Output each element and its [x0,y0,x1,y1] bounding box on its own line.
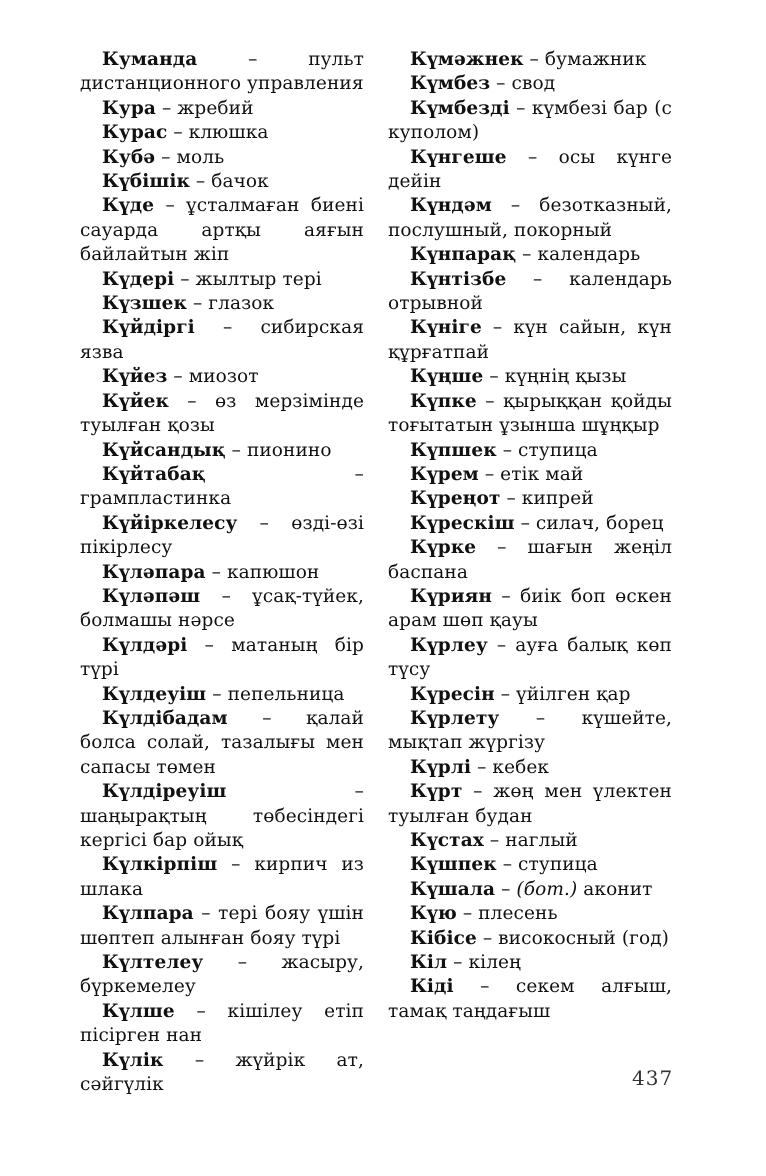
entry-definition: – ступица [496,439,598,461]
entry-definition: – биік боп өскен арам шөп қауы [388,585,672,632]
entry-definition: – миозот [167,366,259,388]
entry-headword: Күлдіреуіш [102,781,227,803]
entry-headword: Күю [410,903,457,925]
dictionary-entry [388,634,672,683]
dictionary-entry [80,194,364,267]
dictionary-entry [388,975,672,1024]
entry-definition: – грампластинка [80,463,364,510]
page-number: 437 [632,1066,674,1090]
entry-headword: Күйдіргі [102,317,195,339]
dictionary-entry [388,48,672,72]
entry-headword: Кібісе [410,927,477,949]
entry-headword: Күстах [410,830,484,851]
entry-definition: – кішілеу етіп пісірген нан [80,1000,364,1047]
entry-definition: – наглый [483,830,578,851]
entry-headword: Күнгеше [410,146,507,168]
entry-headword: Кіді [410,976,454,998]
dictionary-entry [388,756,672,780]
entry-definition: – шаңырақтың төбесіндегі кергісі бар ойық [80,781,364,851]
dictionary-entry [80,365,364,389]
dictionary-entry [80,512,364,561]
right-column [388,48,672,1024]
entry-definition: – жасыру, бүркемелеу [80,952,364,998]
dictionary-entry [80,268,364,292]
entry-headword: Күлкірпіш [102,854,218,876]
dictionary-entry [80,853,364,902]
dictionary-entry [388,365,672,389]
entry-headword: Кубә [102,146,156,168]
dictionary-entry [80,561,364,585]
entry-headword: Күрем [410,463,479,485]
entry-definition: – үйілген қар [494,683,631,705]
entry-definition: – кирпич из шлака [80,854,364,900]
dictionary-entry [388,829,672,853]
entry-definition: – ұсталмаған биені сауарда артқы аяғын байлайтын жіп [80,195,364,266]
dictionary-entry [388,683,672,707]
entry-definition: – тері бояу үшін шөптеп алынған бояу түрі [80,903,364,949]
entry-headword: Курас [102,122,168,144]
dictionary-entry [80,316,364,365]
dictionary-entry: Күшала – (бот.) аконит [410,878,653,900]
dictionary-entry [80,390,364,439]
entry-definition: – өзді-өзі пікірлесу [80,512,364,559]
entry-headword: Күрлету [410,707,500,729]
dictionary-entry [80,585,364,634]
entry-definition: – кебек [471,756,550,778]
entry-headword: Күндәм [410,195,492,217]
entry-definition: – күн сайын, күн құрғатпай [388,317,672,363]
entry-headword: Күмәжнек [410,49,524,70]
entry-definition: – глазок [187,293,275,315]
dictionary-entry [80,97,364,121]
entry-definition: – жребий [156,97,254,119]
dictionary-entry [80,439,364,463]
dictionary-entry [388,268,672,317]
dictionary-entry [80,48,364,97]
entry-headword: Күпке [410,390,477,412]
entry-headword: Күрке [410,537,477,559]
entry-definition: – күмбезі бар (с куполом) [388,97,672,144]
entry-headword: Күйек [102,390,169,412]
entry-headword: Куманда [102,49,198,70]
dictionary-entry [388,536,672,585]
dictionary-entry [388,72,672,96]
entry-definition: – силач, борец [514,512,664,534]
entry-headword: Күңше [410,366,484,388]
entry-definition: – пепельница [206,683,345,705]
entry-headword: Күлдібадам [102,707,228,729]
entry-headword: Күреңот [410,488,501,510]
entry-definition: – календарь отрывной [388,268,672,315]
entry-headword: Күлтелеу [102,952,204,974]
entry-definition: – күңнің қызы [483,366,627,388]
dictionary-entry [388,97,672,146]
dictionary-entry [80,780,364,853]
entry-definition: – жылтыр тері [174,268,322,290]
entry-headword: Күрлі [410,756,472,778]
dictionary-entry [388,390,672,439]
entry-definition: – шағын жеңіл баспана [388,537,672,583]
entry-definition: – күшейте, мықтап жүргізу [388,707,672,754]
dictionary-entry [80,146,364,170]
entry-headword: Кура [102,97,156,119]
dictionary-entry [80,170,364,194]
entry-definition: – етік май [478,463,584,485]
dictionary-entry [80,707,364,780]
dictionary-entry [388,585,672,634]
entry-headword: Күләпәш [102,585,201,607]
dictionary-entry [80,1000,364,1049]
left-column [80,48,364,1097]
dictionary-entry [388,463,672,487]
entry-headword: Күшала [410,878,496,900]
dictionary-entry [388,146,672,195]
dictionary-entry [80,902,364,951]
entry-definition: – қалай болса солай, тазалығы мен сапасы төмен [80,707,364,778]
dictionary-entry [80,683,364,707]
entry-definition: – сибирская язва [80,317,364,363]
dictionary-entry [80,292,364,316]
dictionary-entry [80,121,364,145]
dictionary-entry [388,853,672,877]
entry-definition: – кілең [447,952,522,974]
entry-definition: аконит [577,878,653,900]
entry-headword: Күнтізбе [410,268,507,290]
entry-definition: – матаның бір түрі [80,634,364,681]
entry-headword: Күмбезді [410,97,510,119]
entry-headword: Күйтабақ [102,463,206,485]
dictionary-entry [388,512,672,536]
entry-headword: Күбішік [102,171,190,193]
dictionary-entry [388,927,672,951]
entry-definition: – бачок [189,171,269,193]
entry-headword: Күшпек [410,854,497,876]
entry-headword: Күпшек [410,439,497,461]
dictionary-entry [80,951,364,1000]
entry-definition: – високосный (год) [476,927,669,949]
entry-definition: – ауға балық көп түсу [388,634,672,681]
entry-headword: Күләпара [102,561,206,583]
entry-definition: – пионино [225,439,332,461]
entry-note: (бот.) [516,878,578,900]
entry-headword: Кіл [410,952,448,974]
entry-headword: Күлдеуіш [102,683,207,705]
entry-definition: – осы күнге дейін [388,146,672,193]
entry-headword: Күлше [102,1000,175,1022]
entry-definition: – календарь [516,244,641,266]
dictionary-entry [388,707,672,756]
entry-headword: Күйіркелесу [102,512,238,534]
entry-definition: – жүйрік ат, сәйгүлік [80,1049,364,1096]
entry-definition: – жөң мен үлектен туылған будан [388,781,672,827]
entry-headword: Күдері [102,268,175,290]
entry-definition: – плесень [456,903,558,925]
entry-definition: – капюшон [205,561,320,583]
entry-headword: Күйез [102,366,168,388]
entry-headword: Күресін [410,683,495,705]
entry-headword: Күриян [410,585,493,607]
entry-headword: Күлік [102,1049,164,1071]
entry-headword: Күде [102,195,155,217]
entry-headword: Күйсандық [102,439,226,461]
dictionary-entry [388,487,672,511]
entry-headword: Күзшек [102,293,187,315]
entry-headword: Күлпара [102,903,194,925]
dictionary-entry [388,194,672,243]
entry-headword: Күніге [410,317,482,339]
entry-definition: – свод [490,73,556,95]
entry-headword: Күрескіш [410,512,515,534]
entry-definition: – бумажник [523,49,647,70]
entry-headword: Күнпарақ [410,244,517,266]
entry-definition: – қырыққан қойды тоғытатын ұзынша шұңқыр [388,390,672,437]
dictionary-entry [80,634,364,683]
dictionary-entry [388,951,672,975]
dictionary-entry [388,243,672,267]
entry-definition: – кипрей [500,488,594,510]
dictionary-entry [80,1049,364,1098]
entry-definition: – безотказный, послушный, покорный [388,195,672,241]
entry-headword: Күрлеу [410,634,488,656]
dictionary-entry [388,902,672,926]
entry-definition: – ұсақ-түйек, болмашы нәрсе [80,585,364,632]
dictionary-entry [388,439,672,463]
entry-definition: – пульт дистанционного управления [80,49,364,95]
entry-headword: Күрт [410,781,463,803]
dictionary-entry [388,780,672,829]
entry-headword: Күлдәрі [102,634,188,656]
entry-definition: – клюшка [167,122,269,144]
dictionary-entry [80,463,364,512]
entry-definition: – ступица [496,854,598,876]
entry-definition: – өз мерзімінде туылған қозы [80,390,364,437]
entry-headword: Күмбез [410,73,491,95]
entry-definition: – секем алғыш, тамақ таңдағыш [388,976,672,1022]
dictionary-entry [388,316,672,365]
entry-definition: – моль [155,146,225,168]
